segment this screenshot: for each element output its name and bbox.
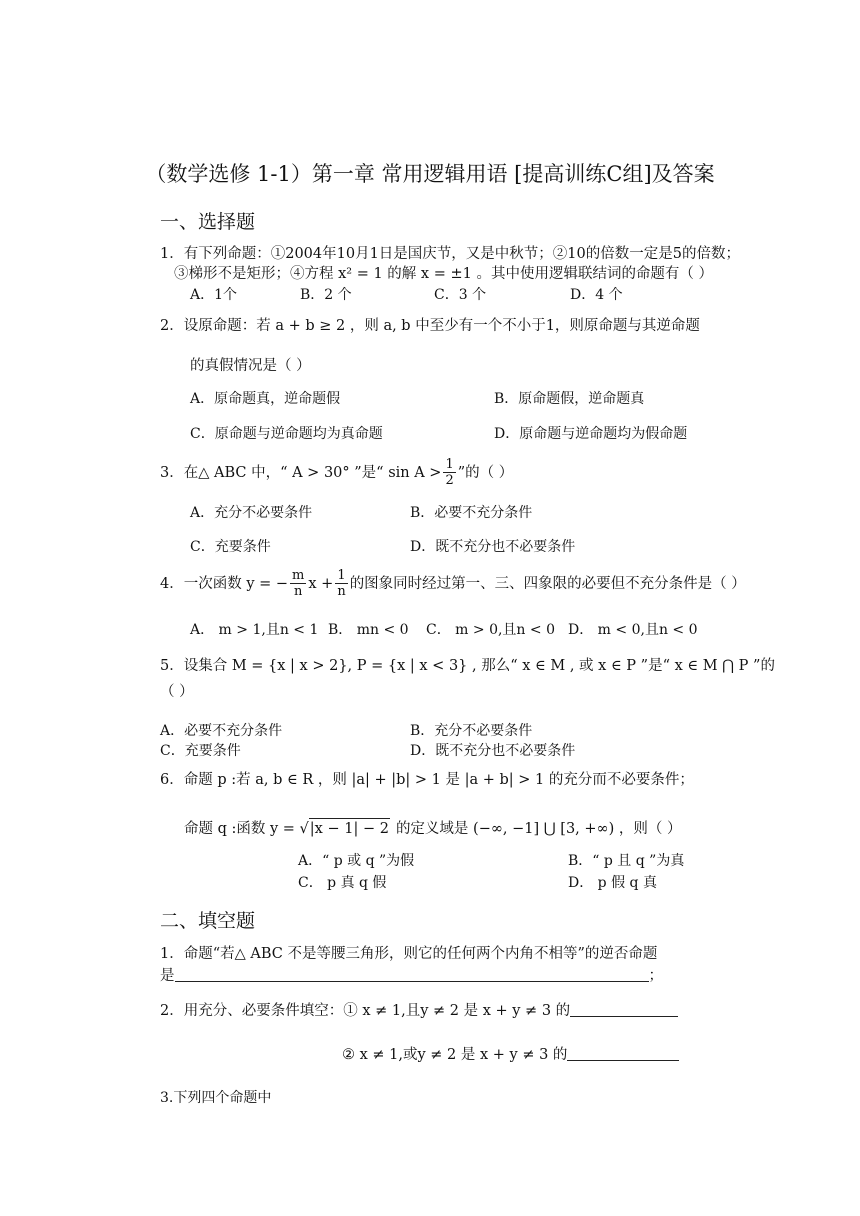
q3-option-c: C．充要条件 <box>190 539 271 555</box>
q5-line2: （ ） <box>160 684 194 700</box>
q2-line2: 的真假情况是（ ） <box>190 358 311 374</box>
q1-line1: 1．有下列命题：①2004年10月1日是国庆节，又是中秋节；②10的倍数一定是5的倍数； <box>160 246 740 262</box>
f1-line2 <box>160 966 663 986</box>
section-heading-choice: 一、选择题 <box>160 211 256 233</box>
q4-stem <box>160 568 746 599</box>
f1-line1: 1．命题“若△ ABC 不是等腰三角形，则它的任何两个内角不相等”的逆否命题 <box>160 946 658 962</box>
q4-frac2-num: 1 <box>337 568 346 583</box>
q5-line1: 5．设集合 M = {x | x > 2}, P = {x | x < 3} , 那么“ x ∈ M , 或 x ∈ P ”是“ x ∈ M ⋂ P ”的 <box>160 658 775 674</box>
q5-option-a: A．必要不充分条件 <box>160 723 283 739</box>
q1-option-d: D．4 个 <box>570 287 623 303</box>
q6-line2-pre: 命题 q :函数 y = √ <box>184 820 309 837</box>
q4-option-d: D． m < 0,且n < 0 <box>568 622 698 638</box>
f3-line1: 3.下列四个命题中 <box>160 1090 272 1106</box>
q5-option-b: B．充分不必要条件 <box>410 723 533 739</box>
q6-line2-post: 的定义域是 (−∞, −1] ⋃ [3, +∞) ，则（ ） <box>395 820 682 837</box>
q2-option-c: C．原命题与逆命题均为真命题 <box>190 426 383 442</box>
q1-option-a: A．1个 <box>190 287 238 303</box>
q4-frac1-num: m <box>292 568 305 583</box>
section-heading-fill: 二、填空题 <box>160 910 256 932</box>
q4-fraction-1 <box>290 568 306 599</box>
q2-option-b: B．原命题假，逆命题真 <box>494 391 645 407</box>
f2-answer-blank-2[interactable] <box>567 1046 679 1061</box>
q3-option-d: D．既不充分也不必要条件 <box>410 539 576 555</box>
page-title: （数学选修 1-1）第一章 常用逻辑用语 [提高训练C组]及答案 <box>145 162 715 186</box>
q4-frac1-den: n <box>294 584 303 599</box>
q3-option-b: B．必要不充分条件 <box>410 505 533 521</box>
q4-frac2-den: n <box>337 584 346 599</box>
q6-line2 <box>184 818 682 839</box>
q6-option-c: C． p 真 q 假 <box>298 875 387 891</box>
q3-option-a: A．充分不必要条件 <box>190 505 313 521</box>
q4-option-c: C． m > 0,且n < 0 <box>426 622 555 638</box>
q4-prefix: 4．一次函数 y = − <box>160 575 289 592</box>
q3-suffix: ”的（ ） <box>457 464 514 481</box>
q3-stem <box>160 457 513 488</box>
f2-line1-text: 2．用充分、必要条件填空：① x ≠ 1,且y ≠ 2 是 x + y ≠ 3 的 <box>160 1003 571 1019</box>
q2-option-a: A．原命题真，逆命题假 <box>190 391 341 407</box>
q1-option-b: B．2 个 <box>300 287 352 303</box>
f1-answer-blank[interactable] <box>175 967 649 982</box>
q5-option-d: D．既不充分也不必要条件 <box>410 743 576 759</box>
f2-line2-text: ② x ≠ 1,或y ≠ 2 是 x + y ≠ 3 的 <box>342 1047 568 1063</box>
q4-fraction-2 <box>335 568 347 599</box>
f2-line2 <box>342 1045 679 1065</box>
q1-line2: ③梯形不是矩形；④方程 x² = 1 的解 x = ±1 。其中使用逻辑联结词的命题有（ ） <box>174 266 714 282</box>
q6-option-a: A．“ p 或 q ”为假 <box>298 853 415 869</box>
q6-option-d: D． p 假 q 真 <box>568 875 657 891</box>
q4-suffix: 的图象同时经过第一、三、四象限的必要但不充分条件是（ ） <box>349 575 746 592</box>
q4-option-a: A． m > 1,且n < 1 <box>190 622 319 638</box>
q3-frac-num: 1 <box>445 457 454 472</box>
q6-radicand: |x − 1| − 2 <box>309 818 390 839</box>
q6-line1: 6．命题 p :若 a, b ∈ R ，则 |a| + |b| > 1 是 |a + b| > 1 的充分而不必要条件； <box>160 772 694 788</box>
q3-prefix: 3．在△ ABC 中，“ A > 30° ”是“ sin A > <box>160 464 442 481</box>
q6-option-b: B．“ p 且 q ”为真 <box>568 853 685 869</box>
q4-mid: x + <box>308 575 334 592</box>
q4-option-b: B． mn < 0 <box>328 622 409 638</box>
f1-line2-post: ； <box>648 968 663 984</box>
f1-line2-pre: 是 <box>160 968 175 984</box>
f2-answer-blank-1[interactable] <box>570 1002 678 1017</box>
q5-option-c: C．充要条件 <box>160 743 241 759</box>
q3-fraction <box>443 457 455 488</box>
q2-line1: 2．设原命题：若 a + b ≥ 2 ，则 a, b 中至少有一个不小于1，则原命题与其逆命题 <box>160 318 700 334</box>
f2-line1 <box>160 1001 678 1021</box>
q2-option-d: D．原命题与逆命题均为假命题 <box>494 426 688 442</box>
q1-option-c: C．3 个 <box>434 287 487 303</box>
q3-frac-den: 2 <box>445 473 454 488</box>
